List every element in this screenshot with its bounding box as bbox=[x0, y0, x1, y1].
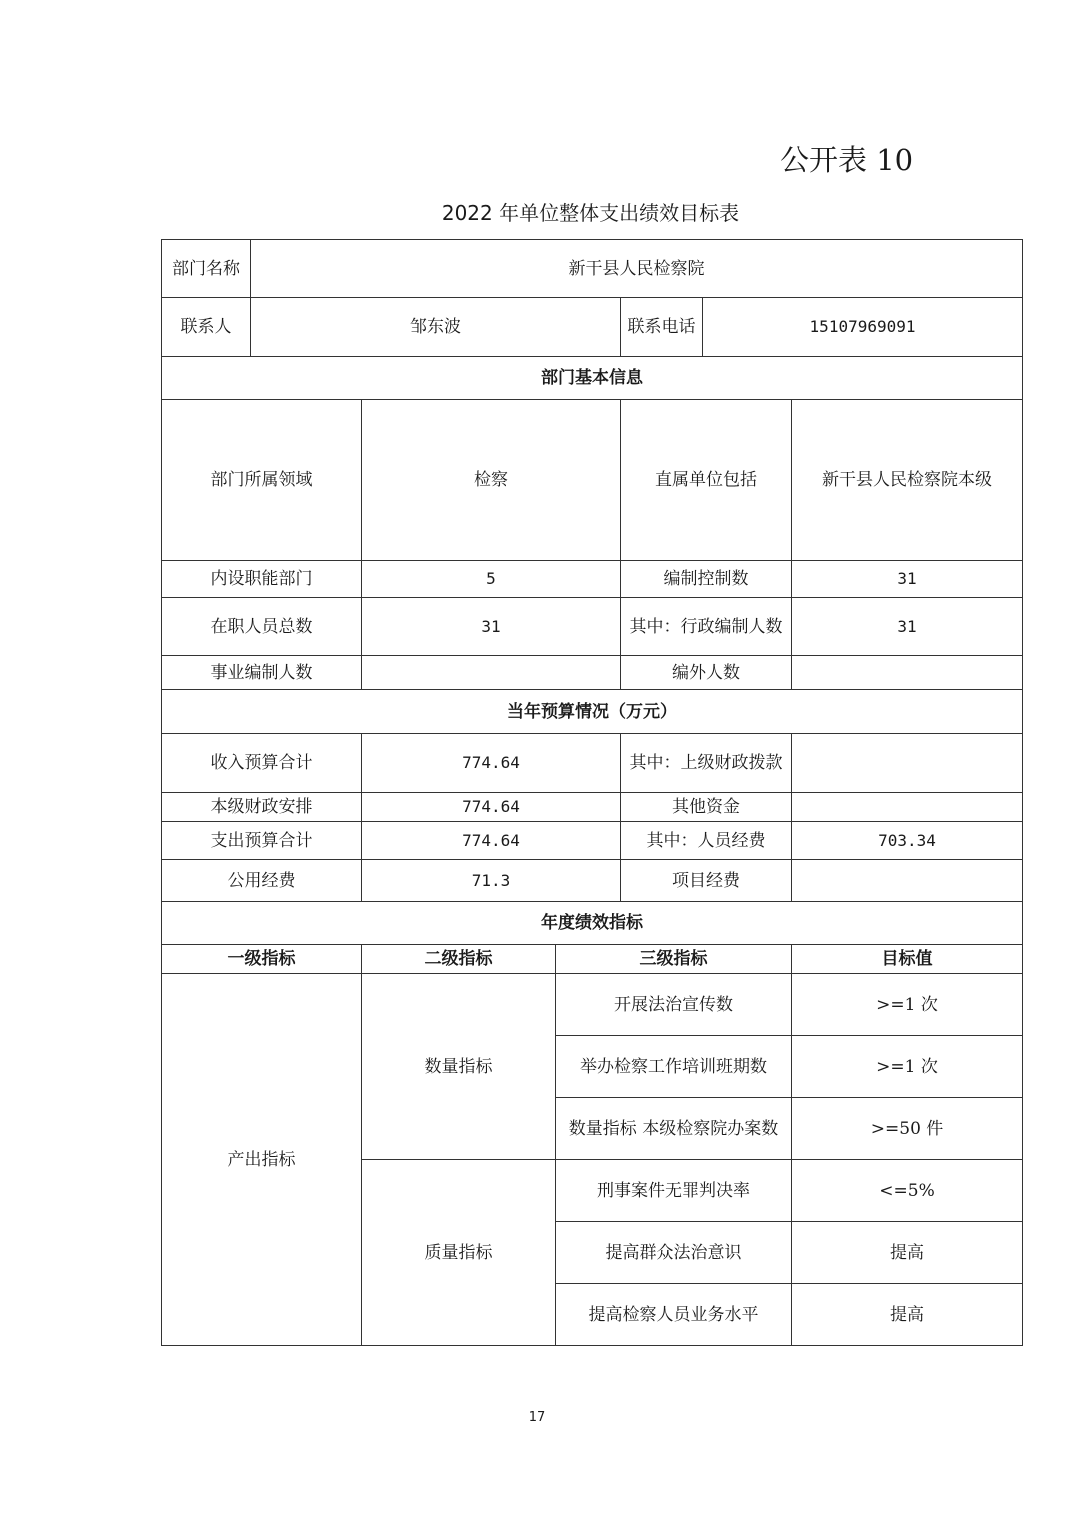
income-total-value: 774.64 bbox=[362, 734, 621, 793]
indicator-target: <=5% bbox=[792, 1160, 1023, 1222]
public-label: 公用经费 bbox=[162, 860, 362, 902]
local-fiscal-value: 774.64 bbox=[362, 793, 621, 822]
career-quota-label: 事业编制人数 bbox=[162, 656, 362, 690]
header-level1: 一级指标 bbox=[162, 945, 362, 974]
indicator-target: 提高 bbox=[792, 1222, 1023, 1284]
indicator-target: 提高 bbox=[792, 1284, 1023, 1346]
admin-quota-value: 31 bbox=[792, 598, 1023, 656]
units-label: 直属单位包括 bbox=[621, 400, 792, 561]
page-number: 17 bbox=[528, 1410, 546, 1425]
extra-staff-label: 编外人数 bbox=[621, 656, 792, 690]
performance-target-table bbox=[161, 239, 1023, 1346]
dept-name-value: 新干县人民检察院 bbox=[251, 240, 1023, 298]
level2-quality-indicator: 质量指标 bbox=[362, 1160, 556, 1346]
contact-value: 邹东波 bbox=[251, 298, 621, 357]
admin-quota-label: 其中：行政编制人数 bbox=[621, 598, 792, 656]
expense-total-label: 支出预算合计 bbox=[162, 822, 362, 860]
income-total-label: 收入预算合计 bbox=[162, 734, 362, 793]
indicator-name: 刑事案件无罪判决率 bbox=[556, 1160, 792, 1222]
indicators-section-title: 年度绩效指标 bbox=[162, 902, 1023, 945]
personnel-value: 703.34 bbox=[792, 822, 1023, 860]
field-label: 部门所属领域 bbox=[162, 400, 362, 561]
indicator-target: >=50 件 bbox=[792, 1098, 1023, 1160]
superior-grant-label: 其中：上级财政拨款 bbox=[621, 734, 792, 793]
header-level2: 二级指标 bbox=[362, 945, 556, 974]
header-level3: 三级指标 bbox=[556, 945, 792, 974]
contact-label: 联系人 bbox=[162, 298, 251, 357]
career-quota-value bbox=[362, 656, 621, 690]
phone-value: 15107969091 bbox=[703, 298, 1023, 357]
staff-total-label: 在职人员总数 bbox=[162, 598, 362, 656]
field-value: 检察 bbox=[362, 400, 621, 561]
indicator-name: 开展法治宣传数 bbox=[556, 974, 792, 1036]
indicator-name: 提高检察人员业务水平 bbox=[556, 1284, 792, 1346]
public-value: 71.3 bbox=[362, 860, 621, 902]
staff-total-value: 31 bbox=[362, 598, 621, 656]
internal-depts-value: 5 bbox=[362, 561, 621, 598]
quota-label: 编制控制数 bbox=[621, 561, 792, 598]
indicator-name: 举办检察工作培训班期数 bbox=[556, 1036, 792, 1098]
personnel-label: 其中：人员经费 bbox=[621, 822, 792, 860]
level1-output-indicator: 产出指标 bbox=[162, 974, 362, 1346]
internal-depts-label: 内设职能部门 bbox=[162, 561, 362, 598]
superior-grant-value bbox=[792, 734, 1023, 793]
quota-value: 31 bbox=[792, 561, 1023, 598]
units-value: 新干县人民检察院本级 bbox=[792, 400, 1023, 561]
dept-name-label: 部门名称 bbox=[162, 240, 251, 298]
other-funds-label: 其他资金 bbox=[621, 793, 792, 822]
phone-label: 联系电话 bbox=[621, 298, 703, 357]
local-fiscal-label: 本级财政安排 bbox=[162, 793, 362, 822]
header-target: 目标值 bbox=[792, 945, 1023, 974]
level2-quantity-indicator: 数量指标 bbox=[362, 974, 556, 1160]
indicator-target: >=1 次 bbox=[792, 974, 1023, 1036]
indicator-name: 数量指标 本级检察院办案数 bbox=[556, 1098, 792, 1160]
basic-info-section-title: 部门基本信息 bbox=[162, 357, 1023, 400]
indicator-target: >=1 次 bbox=[792, 1036, 1023, 1098]
indicator-name: 提高群众法治意识 bbox=[556, 1222, 792, 1284]
form-number: 公开表 10 bbox=[780, 143, 914, 177]
extra-staff-value bbox=[792, 656, 1023, 690]
other-funds-value bbox=[792, 793, 1023, 822]
expense-total-value: 774.64 bbox=[362, 822, 621, 860]
project-value bbox=[792, 860, 1023, 902]
project-label: 项目经费 bbox=[621, 860, 792, 902]
budget-section-title: 当年预算情况（万元） bbox=[162, 690, 1023, 734]
document-title: 2022 年单位整体支出绩效目标表 bbox=[441, 201, 740, 225]
